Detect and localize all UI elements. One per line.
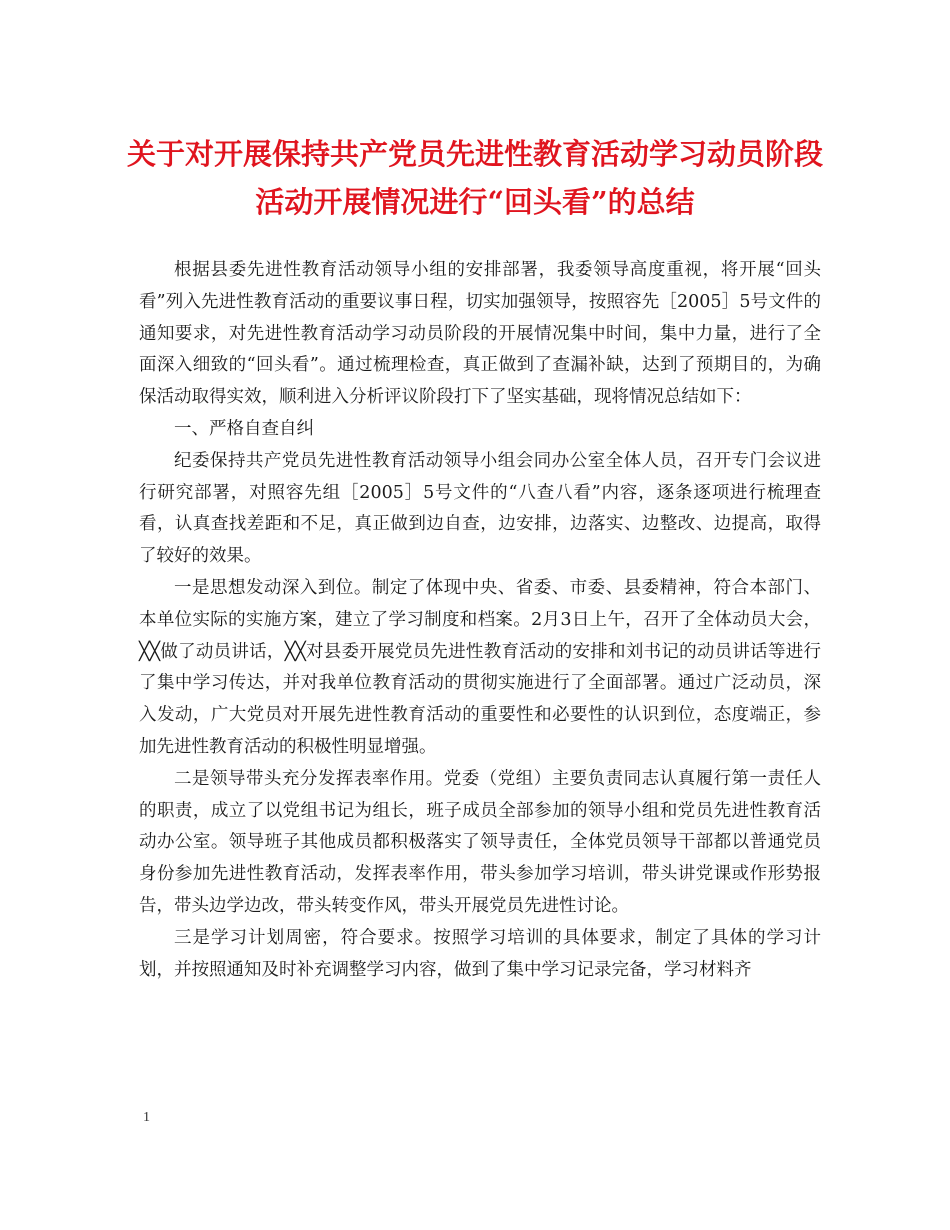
paragraph-point-3: 三是学习计划周密，符合要求。按照学习培训的具体要求，制定了具体的学习计划，并按照通知及时补充调整学习内容，做到了集中学习记录完备，学习材料齐	[139, 927, 821, 980]
page-number: 1	[143, 1110, 150, 1125]
paragraph-point-1: 一是思想发动深入到位。制定了体现中央、省委、市委、县委精神，符合本部门、本单位实际的实施方案，建立了学习制度和档案。2月3日上午，召开了全体动员大会，╳╳做了动员讲话，╳╳对县委开展党员先进性教育活动的安排和刘书记的动员讲话等进行了集中学习传达，并对我单位教育活动的贯彻实施进行了全面部署。通过广泛动员，深入发动，广大党员对开展先进性教育活动的重要性和必要性的认识到位，态度端正，参加先进性教育活动的积极性明显增强。	[139, 577, 821, 757]
paragraph-intro: 根据县委先进性教育活动领导小组的安排部署，我委领导高度重视，将开展“回头看”列入先进性教育活动的重要议事日程，切实加强领导，按照容先［2005］5号文件的通知要求，对先进性教育活动学习动员阶段的开展情况集中时间，集中力量，进行了全面深入细致的“回头看”。通过梳理检查，真正做到了查漏补缺，达到了预期目的，为确保活动取得实效，顺利进入分析评议阶段打下了坚实基础，现将情况总结如下：	[139, 260, 821, 408]
document-title-line-2: 活动开展情况进行“回头看”的总结	[255, 185, 695, 219]
document-body	[139, 255, 821, 986]
document-title-line-1: 关于对开展保持共产党员先进性教育活动学习动员阶段	[126, 137, 823, 171]
section-heading-1: 一、严格自查自纠	[174, 418, 314, 439]
paragraph-self-check: 纪委保持共产党员先进性教育活动领导小组会同办公室全体人员，召开专门会议进行研究部署，对照容先组［2005］5号文件的“八查八看”内容，逐条逐项进行梳理查看，认真查找差距和不足，真正做到边自查，边安排，边落实、边整改、边提高，取得了较好的效果。	[139, 450, 821, 567]
paragraph-point-2: 二是领导带头充分发挥表率作用。党委（党组）主要负责同志认真履行第一责任人的职责，成立了以党组书记为组长，班子成员全部参加的领导小组和党员先进性教育活动办公室。领导班子其他成员都积极落实了领导责任，全体党员领导干部都以普通党员身份参加先进性教育活动，发挥表率作用，带头参加学习培训，带头讲党课或作形势报告，带头边学边改，带头转变作风，带头开展党员先进性讨论。	[139, 768, 821, 916]
